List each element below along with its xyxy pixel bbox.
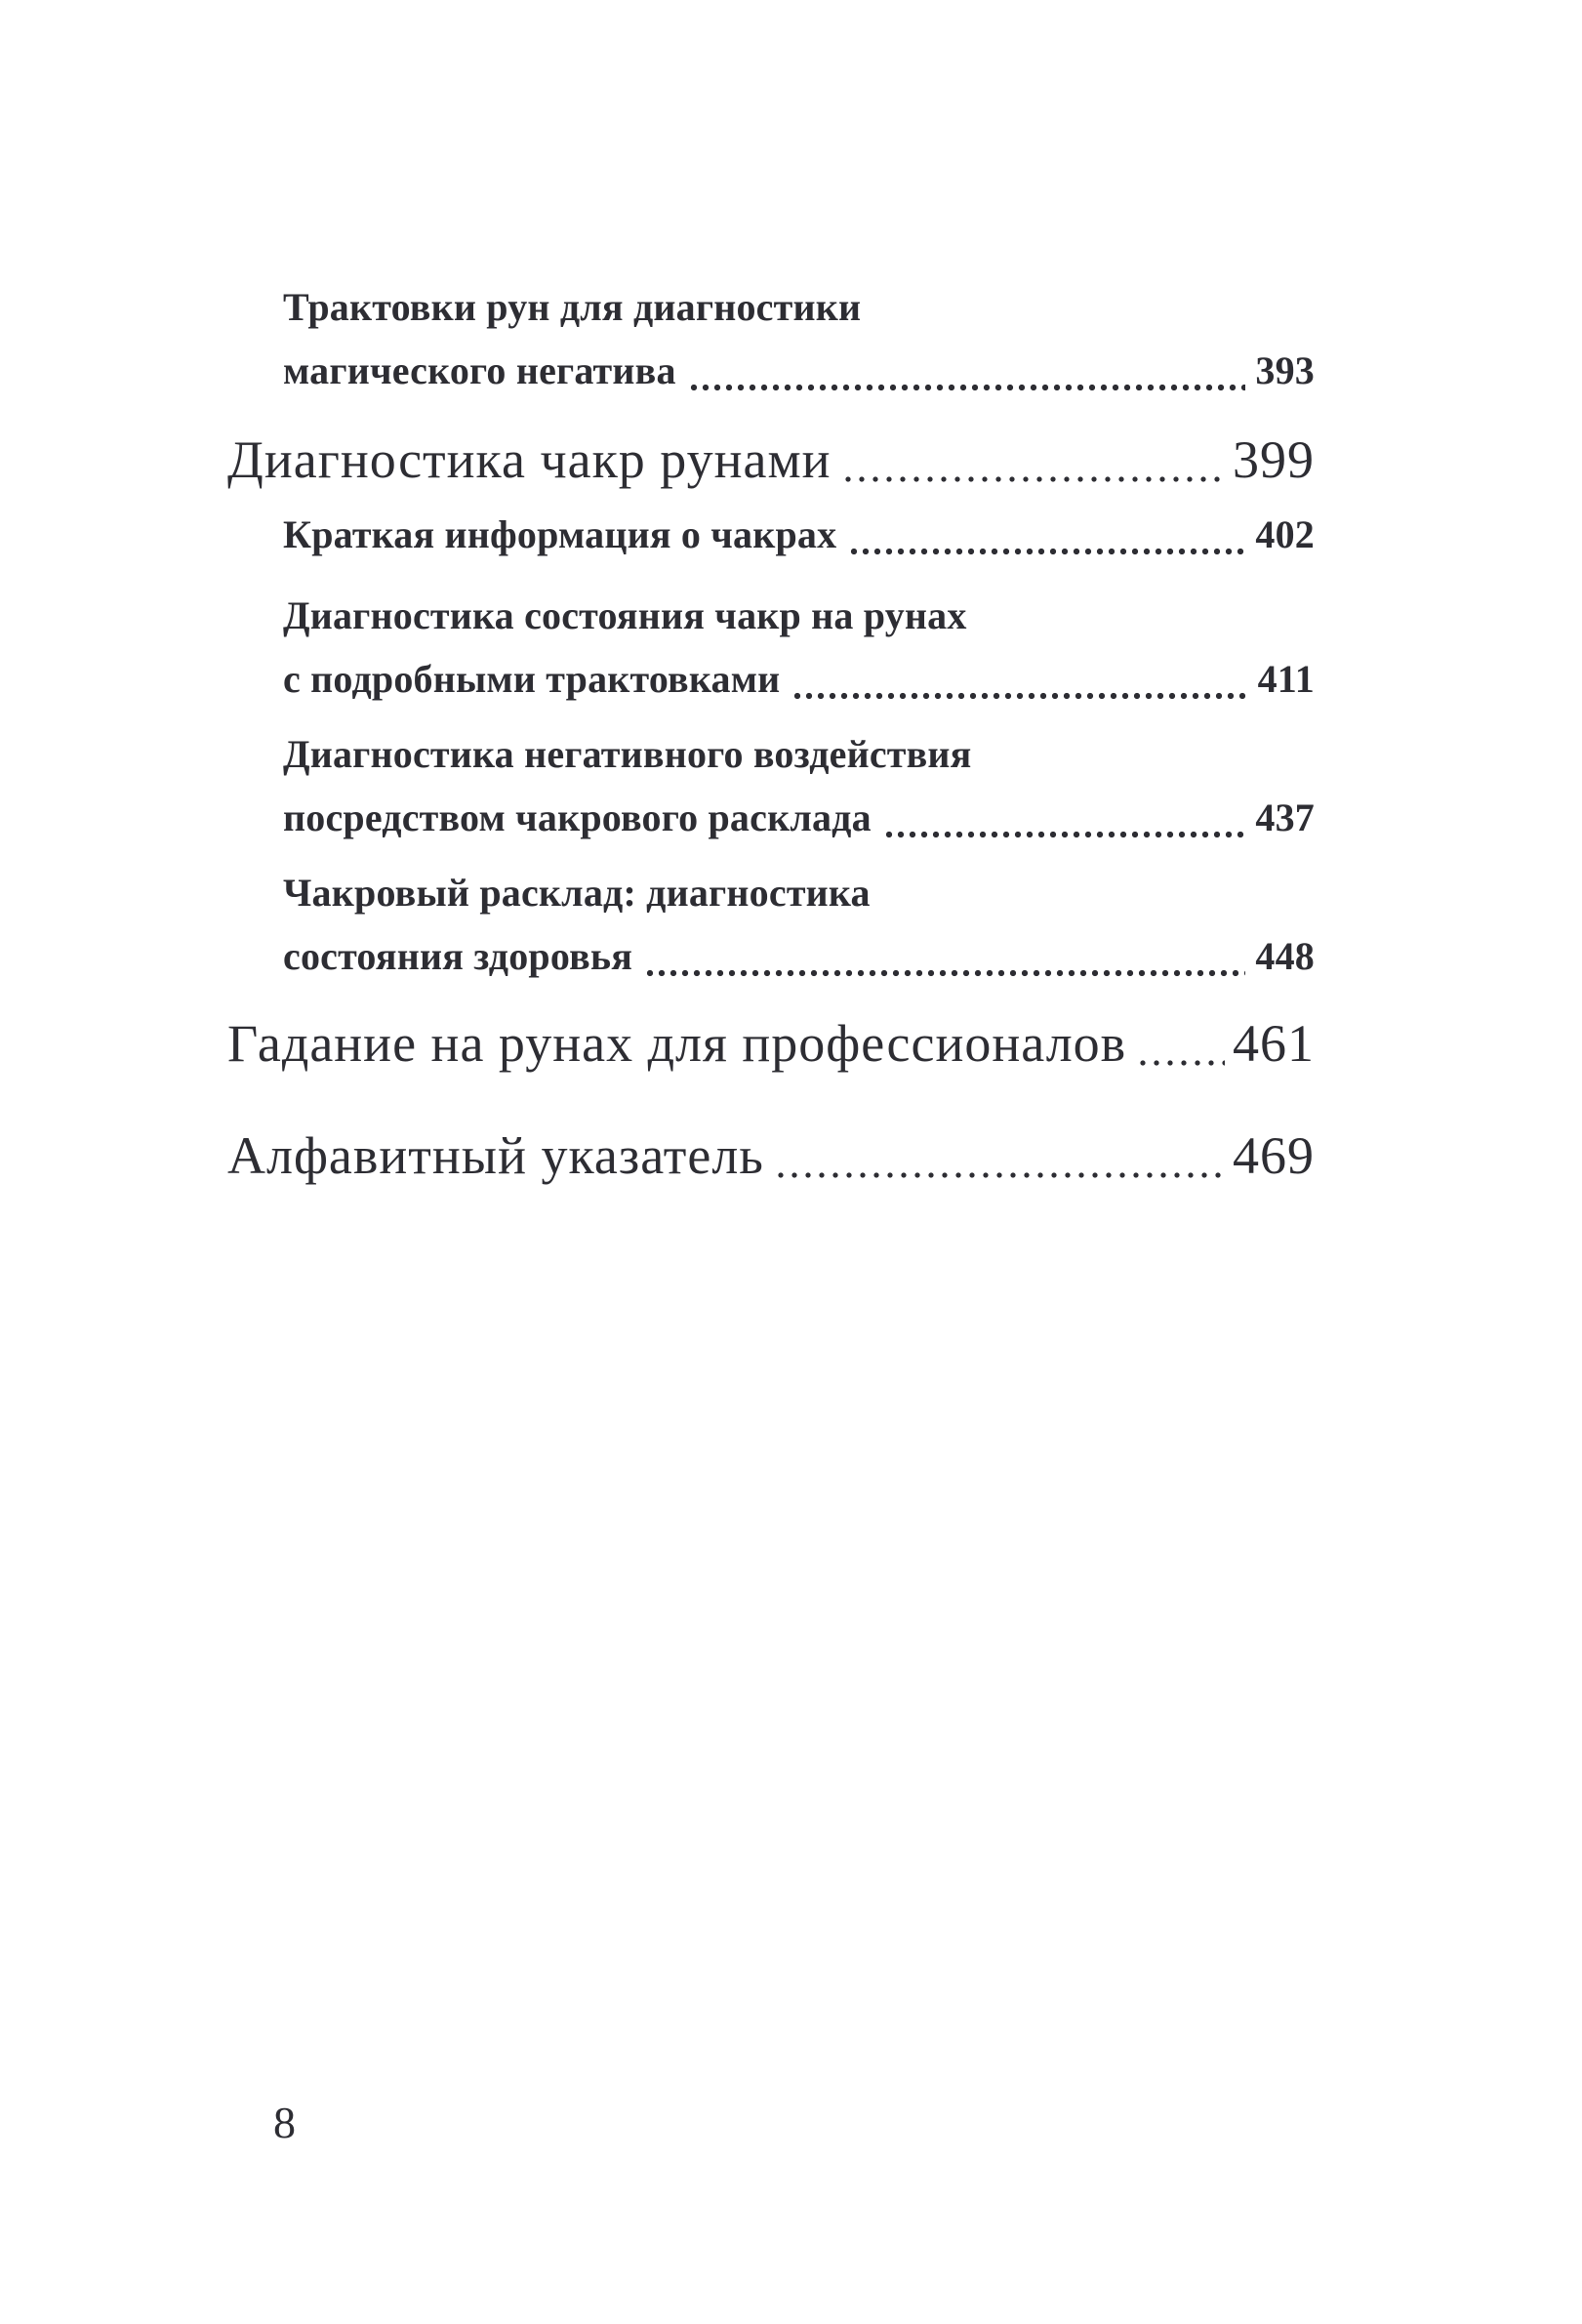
toc-entry [283, 584, 1315, 711]
dot-leader [688, 382, 1246, 393]
toc-entry [283, 503, 1315, 566]
toc-entry-line [283, 722, 1315, 786]
toc-page-number: 469 [1233, 1126, 1315, 1185]
toc-entry [227, 424, 1315, 497]
toc-page-number: 393 [1255, 348, 1315, 392]
toc-entry-text: с подробными трактовками [283, 657, 781, 701]
toc-page-number: 402 [1255, 512, 1315, 556]
toc-entry-line [283, 924, 1315, 988]
toc-entry-line [283, 647, 1315, 711]
toc-entry-line [283, 861, 1315, 924]
toc-entry [283, 275, 1315, 402]
toc-entry-line [227, 424, 1315, 497]
page-number: 8 [273, 2098, 296, 2147]
toc-entry [227, 1007, 1315, 1080]
toc-entry-text: Краткая информация о чакрах [283, 512, 837, 556]
toc-entry-text: Гадание на рунах для профессионалов [227, 1014, 1127, 1073]
dot-leader [883, 829, 1246, 840]
toc-page-number: 448 [1255, 934, 1315, 978]
toc-entry-line [283, 339, 1315, 402]
dot-leader [848, 546, 1245, 557]
dot-leader [841, 473, 1225, 485]
toc-entry-line [227, 1120, 1315, 1193]
toc-entry [227, 1120, 1315, 1193]
dot-leader [1136, 1057, 1225, 1069]
toc-entry-line [283, 786, 1315, 849]
toc-page-number: 437 [1255, 795, 1315, 839]
toc-entry-text: магического негатива [283, 348, 676, 392]
toc-entry-line [227, 1007, 1315, 1080]
toc-page-number: 411 [1257, 657, 1315, 701]
dot-leader [644, 967, 1245, 979]
toc-entry-text: состояния здоровья [283, 934, 633, 978]
toc-entry-line [283, 275, 1315, 339]
toc-entry-text: посредством чакрового расклада [283, 795, 872, 839]
dot-leader [774, 1169, 1225, 1181]
toc-entry [283, 722, 1315, 849]
toc-entry-line [283, 503, 1315, 566]
table-of-contents [227, 275, 1315, 1193]
toc-entry-text: Диагностика негативного воздействия [283, 732, 972, 776]
toc-entry-text: Диагностика чакр рунами [227, 430, 832, 489]
toc-entry [283, 861, 1315, 988]
toc-entry-text: Алфавитный указатель [227, 1126, 764, 1185]
toc-entry-text: Трактовки рун для диагностики [283, 285, 862, 329]
toc-entry-text: Диагностика состояния чакр на рунах [283, 593, 967, 637]
dot-leader [791, 690, 1247, 702]
toc-page-number: 399 [1233, 430, 1315, 489]
toc-entry-text: Чакровый расклад: диагностика [283, 871, 871, 915]
toc-entry-line [283, 584, 1315, 647]
toc-page-number: 461 [1233, 1014, 1315, 1073]
